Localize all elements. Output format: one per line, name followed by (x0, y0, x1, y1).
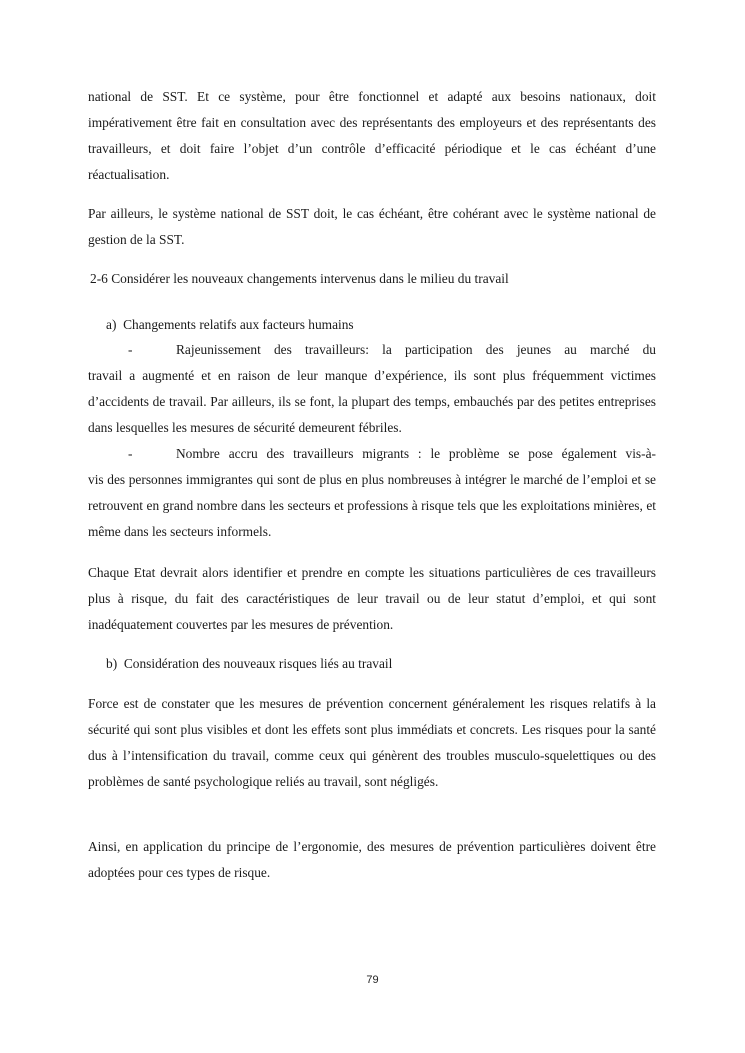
paragraph-ergonomics: Ainsi, en application du principe de l’ergonomie, des mesures de prévention particulières doivent être adoptées pour ces types de risque. (88, 839, 656, 880)
list-item-b: b) Considération des nouveaux risques liés au travail (106, 656, 393, 671)
paragraph-sst-coherence: Par ailleurs, le système national de SST doit, le cas échéant, être cohérant avec le système national de gestion de la SST. (88, 206, 656, 247)
bullet-migrant-workers (88, 441, 656, 545)
bullet-first-line: Nombre accru des travailleurs migrants : le problème se pose également vis-à- (176, 446, 656, 461)
list-item-a: a) Changements relatifs aux facteurs humains (106, 317, 354, 332)
page-number: 79 (366, 974, 379, 986)
bullet-first-line: Rajeunissement des travailleurs: la participation des jeunes au marché du (176, 342, 656, 357)
bullet-dash: - (128, 446, 133, 461)
bullet-continuation: vis des personnes immigrantes qui sont de plus en plus nombreuses à intégrer le marché de l’emploi et se retrouvent en grand nombre dans les secteurs et professions à risque tels que les exploitations minières, et même dans les secteurs informels. (88, 472, 656, 539)
paragraph-state-identification: Chaque Etat devrait alors identifier et prendre en compte les situations particulières de ces travailleurs plus à risque, du fait des caractéristiques de leur travail ou de leur statut d’emploi, et qui sont inadéquatement couvertes par les mesures de prévention. (88, 565, 656, 632)
paragraph-sst-system: national de SST. Et ce système, pour être fonctionnel et adapté aux besoins nationaux, doit impérativement être fait en consultation avec des représentants des employeurs et des représentants des travailleurs, et doit faire l’objet d’un contrôle d’efficacité périodique et le cas échéant d’une réactualisation. (88, 89, 656, 182)
section-heading-2-6: 2-6 Considérer les nouveaux changements intervenus dans le milieu du travail (90, 271, 509, 286)
paragraph-prevention-risks: Force est de constater que les mesures de prévention concernent généralement les risques relatifs à la sécurité qui sont plus visibles et dont les effets sont plus immédiats et concrets. Les risques pour la santé dus à l’intensification du travail, comme ceux qui génèrent des troubles musculo-squelettiques ou des problèmes de santé psychologique reliés au travail, sont négligés. (88, 696, 656, 789)
bullet-young-workers (88, 337, 656, 441)
bullet-continuation: travail a augmenté et en raison de leur manque d’expérience, ils sont plus fréquemment victimes d’accidents de travail. Par ailleurs, ils se font, la plupart des temps, embauchés par des petites entreprises dans lesquelles les mesures de sécurité demeurent fébriles. (88, 368, 656, 435)
bullet-dash: - (128, 342, 133, 357)
